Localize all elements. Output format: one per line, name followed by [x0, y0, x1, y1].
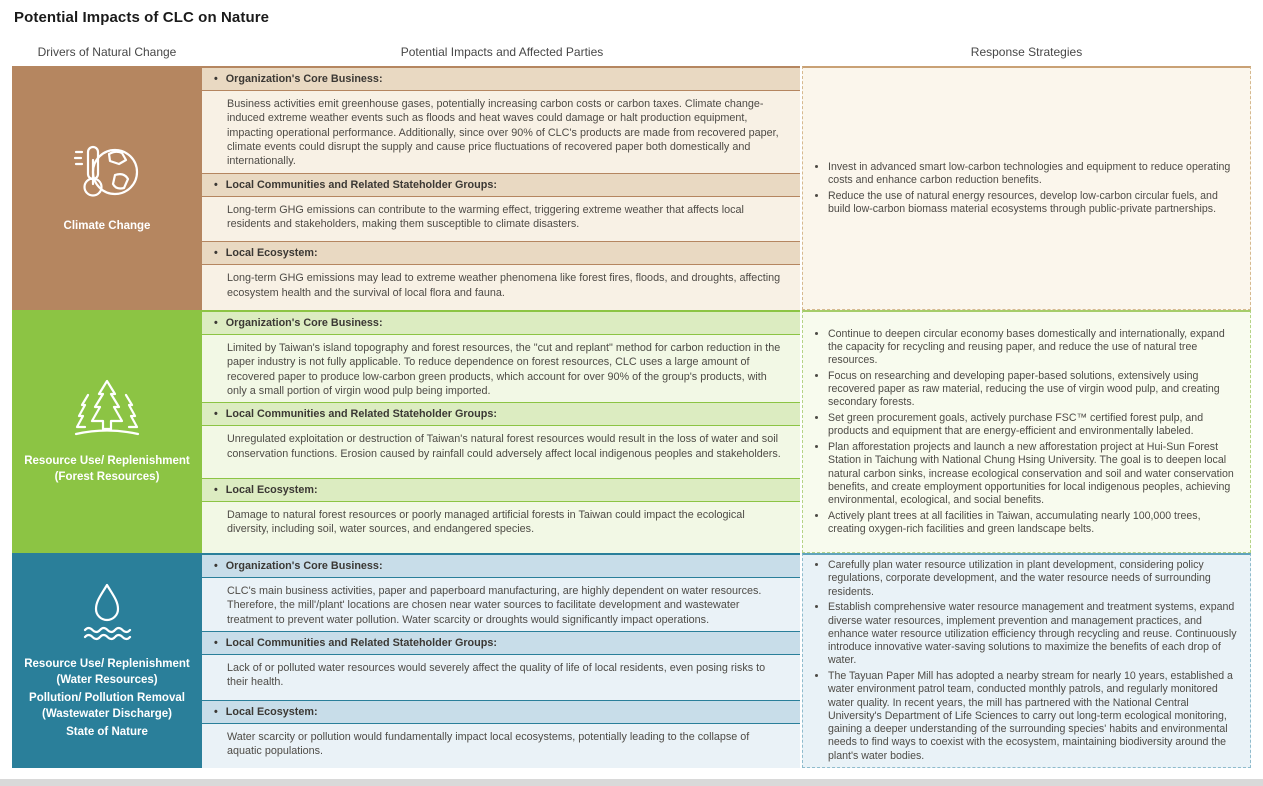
driver-label: Resource Use/ Replenishment (Water Resources) [24, 658, 190, 686]
impact-body: Damage to natural forest resources or poorly managed artificial forests in Taiwan could impact the ecological diversity, including soil, water sources, and endangered species. [202, 502, 800, 553]
response-list [811, 325, 1238, 539]
impact-body: Long-term GHG emissions can contribute to the warming effect, triggering extreme weather that affects local residents and stakeholders, making them susceptible to climate disasters. [202, 197, 800, 242]
driver-cell-forest [12, 310, 202, 553]
column-header-drivers: Drivers of Natural Change [37, 45, 177, 59]
impact-body: Water scarcity or pollution would fundamentally impact local ecosystems, potentially leading to the collapse of aquatic populations. [202, 724, 800, 768]
response-list [811, 557, 1238, 766]
response-item: • Set green procurement goals, actively purchase FSC™ certified forest pulp, and products and equipment that are energy-efficient and environmentally labeled. [828, 412, 1238, 438]
responses-cell-climate [802, 66, 1251, 310]
responses-cell-water [802, 553, 1251, 768]
impact-heading: • Local Ecosystem: [202, 479, 800, 502]
response-item: • Actively plant trees at all facilities in Taiwan, accumulating nearly 100,000 trees, creating oxygen-rich facilities and green landscape belts. [828, 510, 1238, 536]
response-item: • The Tayuan Paper Mill has adopted a nearby stream for nearly 10 years, established a water environment patrol team, conducted monthly patrols, and regularly monitored water quality. In recent years, the mill has partnered with the National Central University's Department of Life Sciences to carry out long-term ecological monitoring, gaining a deeper understanding of the surrounding species' habits and environmental needs to find ways to coexist with the ecosystem, maintaining biodiversity around the plant's water bodies. [828, 670, 1238, 763]
impact-section [202, 402, 800, 477]
response-item: • Continue to deepen circular economy bases domestically and internationally, expand the capacity for recycling and reusing paper, and reduce the use of natural tree resources. [828, 328, 1238, 368]
response-item: • Focus on researching and developing paper-based solutions, extensively using recovered paper as raw material, reducing the use of virgin wood pulp, and creating secondary forests. [828, 370, 1238, 410]
response-list [811, 158, 1238, 218]
impact-body: CLC's main business activities, paper and paperboard manufacturing, are highly dependent on water resources. Therefore, the mill'/plant' locations are chosen near water sources to facilitate development and wastewater treatment to prevent water pollution. Water scarcity or droughts would significantly impact operations. [202, 578, 800, 631]
driver-cell-water [12, 553, 202, 768]
impact-heading: • Organization's Core Business: [202, 68, 800, 91]
impacts-cell-climate [202, 66, 800, 310]
water-drop-icon [68, 580, 146, 646]
response-item: • Carefully plan water resource utilization in plant development, considering policy regulations, corporate development, and the water resource needs of surrounding residents. [828, 559, 1238, 599]
impact-section [202, 312, 800, 402]
response-item: • Plan afforestation projects and launch a new afforestation project at Hui-Sun Forest Station in Taichung with National Chung Hsing University. The goal is to deepen local natural carbon sinks, increase ecological conservation and soil and water conservation benefits, and create employment opportunities for local indigenous peoples, achieving environmental, ecological, and social benefits. [828, 441, 1238, 507]
impact-heading: • Local Ecosystem: [202, 701, 800, 724]
impact-table [12, 66, 1251, 768]
response-item: • Invest in advanced smart low-carbon technologies and equipment to reduce operating costs and enhance carbon reduction benefits. [828, 161, 1238, 187]
impact-heading: • Organization's Core Business: [202, 312, 800, 335]
table-row-forest-resources [12, 310, 1251, 553]
impact-body: Limited by Taiwan's island topography and forest resources, the "cut and replant" method for carbon reduction in the paper industry is not fully applicable. To reduce dependence on forest resources, CLC uses a large amount of recovered paper to produce low-carbon green products, which account for over 90% of the group's products, with only a small portion of virgin wood pulp being imported. [202, 335, 800, 402]
impact-heading: • Local Communities and Related Stateholder Groups: [202, 403, 800, 426]
response-item: • Reduce the use of natural energy resources, develop low-carbon circular fuels, and build low-carbon biomass material ecosystems through public-private partnerships. [828, 190, 1238, 216]
responses-cell-forest [802, 310, 1251, 553]
column-header-impacts: Potential Impacts and Affected Parties [400, 45, 604, 59]
impact-section [202, 631, 800, 699]
pine-trees-icon [68, 377, 146, 443]
impact-heading: • Organization's Core Business: [202, 555, 800, 578]
driver-label: Resource Use/ Replenishment (Forest Resources) [24, 455, 190, 483]
driver-label: Pollution/ Pollution Removal (Wastewater Discharge) [29, 692, 185, 720]
column-header-responses: Response Strategies [970, 45, 1083, 59]
impact-section [202, 241, 800, 310]
impact-body: Lack of or polluted water resources would severely affect the quality of life of local residents, even posing risks to their health. [202, 655, 800, 699]
page-title: Potential Impacts of CLC on Nature [14, 9, 270, 26]
impact-heading: • Local Ecosystem: [202, 242, 800, 265]
impact-heading: • Local Communities and Related Stateholder Groups: [202, 174, 800, 197]
page-edge-strip [0, 779, 1263, 786]
driver-label: Climate Change [63, 219, 151, 232]
impacts-cell-forest [202, 310, 800, 553]
table-row-water-resources [12, 553, 1251, 768]
impact-section [202, 68, 800, 173]
response-item: • Establish comprehensive water resource management and treatment systems, expand diverse water resources, implement prevention and management practices, and enhance water resource utilization efficiency through recycling and reuse. Continuously introduce innovative water-saving solutions to maximize the benefits of each drop of water. [828, 601, 1238, 667]
impact-section [202, 478, 800, 553]
impacts-cell-water [202, 553, 800, 768]
driver-label: State of Nature [66, 726, 148, 739]
driver-cell-climate [12, 66, 202, 310]
impact-body: Unregulated exploitation or destruction of Taiwan's natural forest resources would result in the loss of water and soil conservation functions. Erosion caused by rainfall could adversely affect local indigenous peoples and stakeholders. [202, 426, 800, 477]
impact-heading: • Local Communities and Related Stateholder Groups: [202, 632, 800, 655]
impact-section [202, 700, 800, 768]
thermometer-globe-icon [68, 142, 146, 208]
impact-section [202, 173, 800, 242]
table-row-climate-change [12, 66, 1251, 310]
impact-body: Business activities emit greenhouse gases, potentially increasing carbon costs or carbon taxes. Climate change-induced extreme weather events such as floods and heat waves could damage or halt production equipment, impacting operational performance. Additionally, since over 90% of CLC's products are made from recovered paper, climate events could disrupt the supply and cause price fluctuations of recovered paper both domestically and internationally. [202, 91, 800, 173]
impact-section [202, 555, 800, 631]
impact-body: Long-term GHG emissions may lead to extreme weather phenomena like forest fires, floods, and droughts, affecting ecosystem health and the survival of local flora and fauna. [202, 265, 800, 310]
column-headers [12, 45, 1251, 59]
